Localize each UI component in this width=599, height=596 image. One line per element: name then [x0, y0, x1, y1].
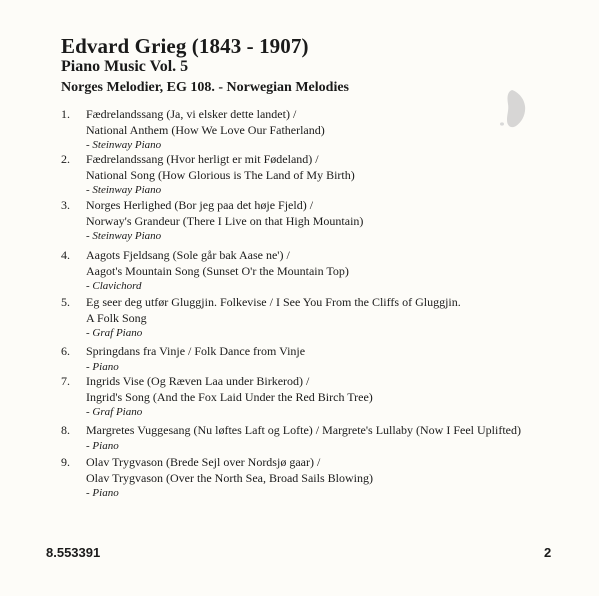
track-number: 6.	[61, 344, 70, 358]
track-instrument: - Clavichord	[86, 280, 142, 292]
track-title: Aagots Fjeldsang (Sole går bak Aase ne') /	[86, 248, 290, 262]
track-title: Norges Herlighed (Bor jeg paa det høje Fjeld) /	[86, 198, 314, 212]
track-number: 1.	[61, 107, 70, 121]
track-instrument: - Steinway Piano	[86, 230, 162, 242]
track-title: Olav Trygvason (Brede Sejl over Nordsjø gaar) /	[86, 455, 321, 469]
track-title-translation: Norway's Grandeur (There I Live on that High Mountain)	[86, 213, 364, 228]
ink-smudge-mark	[498, 88, 528, 130]
volume-subtitle: Piano Music Vol. 5	[61, 58, 189, 75]
track-title-translation: National Song (How Glorious is The Land of My Birth)	[86, 167, 355, 182]
track-number: 3.	[61, 198, 70, 212]
track-number: 8.	[61, 423, 70, 437]
track-number: 7.	[61, 374, 70, 388]
track-title: Eg seer deg utfør Gluggjin. Folkevise / I See You From the Cliffs of Gluggjin.	[86, 295, 461, 309]
track-instrument: - Piano	[86, 439, 119, 452]
track-title-translation: Ingrid's Song (And the Fox Laid Under the Red Birch Tree)	[86, 389, 373, 404]
track-title: Springdans fra Vinje / Folk Dance from Vinje	[86, 344, 306, 358]
track-title-translation: Aagot's Mountain Song (Sunset O'r the Mountain Top)	[86, 263, 349, 278]
track-title: Margretes Vuggesang (Nu løftes Laft og Lofte) / Margrete's Lullaby (Now I Feel Uplifted)	[86, 423, 521, 437]
track-instrument: - Piano	[86, 487, 119, 499]
track-instrument: - Graf Piano	[86, 406, 143, 418]
track-title: Fædrelandssang (Hvor herligt er mit Fødeland) /	[86, 152, 319, 166]
track-instrument: - Graf Piano	[86, 327, 143, 339]
track-number: 9.	[61, 455, 70, 469]
track-number: 5.	[61, 295, 70, 309]
track-instrument: - Steinway Piano	[86, 139, 162, 151]
track-instrument: - Steinway Piano	[86, 184, 162, 196]
track-number: 2.	[61, 152, 70, 166]
page-number: 2	[544, 545, 552, 560]
track-title-translation: National Anthem (How We Love Our Fatherland)	[86, 122, 325, 137]
catalog-number: 8.553391	[46, 545, 101, 560]
track-title-translation: A Folk Song	[86, 310, 147, 325]
track-title: Fædrelandssang (Ja, vi elsker dette landet) /	[86, 107, 297, 121]
track-instrument: - Piano	[86, 360, 119, 373]
composer-title: Edvard Grieg (1843 - 1907)	[61, 34, 309, 58]
track-title: Ingrids Vise (Og Ræven Laa under Birkerod) /	[86, 374, 310, 388]
work-title: Norges Melodier, EG 108. - Norwegian Melodies	[61, 80, 349, 95]
track-title-translation: Olav Trygvason (Over the North Sea, Broad Sails Blowing)	[86, 470, 373, 485]
track-number: 4.	[61, 248, 70, 262]
